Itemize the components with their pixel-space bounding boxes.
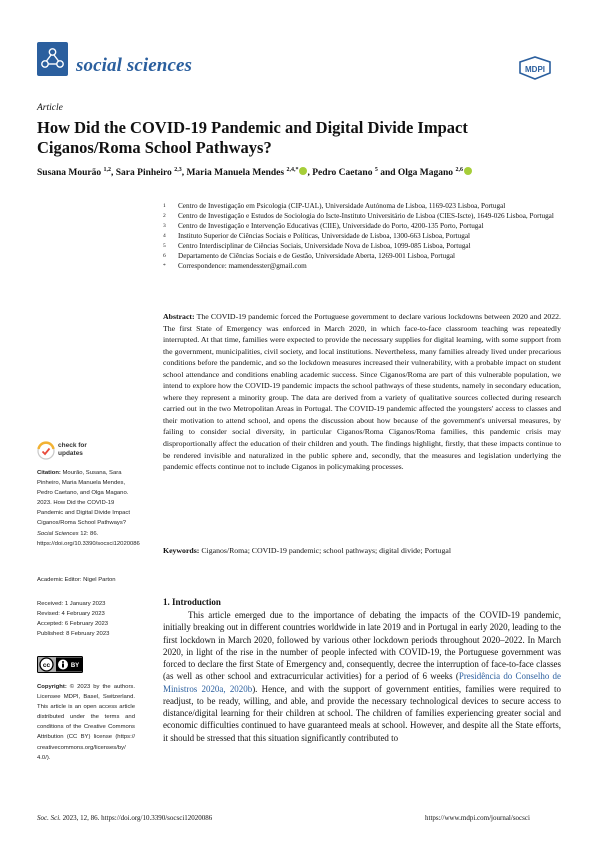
publication-dates — [37, 600, 109, 640]
author-name: Maria Manuela Mendes — [186, 168, 287, 179]
date-revised: Revised: 4 February 2023 — [37, 610, 105, 617]
author-name: Sara Pinheiro — [115, 168, 175, 179]
check-updates-icon — [37, 441, 55, 461]
author-separator: , — [181, 168, 187, 179]
affiliation-item — [163, 251, 563, 261]
citation-doi[interactable]: 12: 86. https://doi.org/10.3390/socsci12020086 — [37, 530, 140, 547]
author-name: Pedro Caetano — [312, 168, 375, 179]
journal-name: social sciences — [76, 55, 193, 76]
journal-logo-icon — [37, 42, 68, 76]
check-for-updates-button[interactable] — [37, 441, 97, 465]
article-type: Article — [37, 103, 63, 113]
affiliation-item — [163, 221, 563, 231]
author-name: Olga Magano — [397, 168, 456, 179]
intro-text-part2: ). Hence, and with the support of government entities, families were required to readjust, to be ready, willing, and able, and provide the necessary technological devices to secure access to distance/digital learning for their children at school. The children of families experiencing greater social and economic difficulties continued to have guaranteed meals at school. However, and despite all the State efforts, it should be stressed that this situation significantly contributed to — [163, 683, 562, 743]
reference-link[interactable]: Presidência do Conselho de Ministros 2020a, 2020b — [163, 671, 561, 694]
footer-citation — [37, 814, 212, 822]
citation-journal: Social Sciences — [37, 530, 79, 537]
affiliation-text: Centro Interdisciplinar de Ciências Sociais, Universidade Nova de Lisboa, 1099-085 Lisboa, Portugal — [178, 242, 471, 250]
orcid-icon[interactable] — [464, 167, 472, 175]
keywords — [163, 545, 561, 556]
publisher-name: MDPI — [525, 65, 545, 74]
footer-journal-url[interactable]: https://www.mdpi.com/journal/socsci — [425, 814, 530, 822]
keywords-text: Ciganos/Roma; COVID-19 pandemic; school pathways; digital divide; Portugal — [201, 546, 452, 555]
affiliation-number: 6 — [163, 253, 166, 259]
affiliation-text: Centro de Investigação e Intervenção Educativas (CIIE), Universidade do Porto, 4200-135 Porto, Portugal — [178, 222, 484, 230]
affiliation-number: 2 — [163, 213, 166, 219]
affiliation-text: Centro de Investigação em Psicologia (CIP-UAL), Universidade Autónoma de Lisboa, 1169-023 Lisboa, Portugal — [178, 202, 506, 210]
copyright-text: © 2023 by the authors. Licensee MDPI, Basel, Switzerland. This article is an open access article distributed under the terms and conditions of the Creative Commons Attribution (CC BY) license (https:// creativecommons.org/licenses/by/ 4.0/). — [37, 684, 135, 761]
abstract — [163, 311, 561, 473]
intro-text-part1: This article emerged due to the importance of debating the impacts of the COVID-19 pandemic, initially breaking out in different countries worldwide in late 2019 and in Portugal in early 2020, leading to the first lockdown in March 2020, followed by various other lockdown periods throughout 2020–2022. In March 2020, in light of the rise in the number of people infected with COVID-19, the Portuguese government was forced to declare the first State of Emergency and, consequently, decree the interruption of face-to-face classes (as well as other school and extracurricular activities) for a period of 6 weeks ( — [163, 610, 561, 682]
svg-text:BY: BY — [70, 663, 80, 669]
introduction-paragraph — [163, 609, 561, 744]
affiliation-number: 4 — [163, 233, 166, 239]
author-name: Susana Mourão — [37, 168, 104, 179]
author-affiliation-marker: 2,6 — [455, 167, 463, 173]
author-affiliation-marker: 5 — [374, 167, 378, 173]
author-list — [37, 167, 577, 178]
affiliation-number: * — [163, 263, 166, 269]
affiliation-number: 3 — [163, 223, 166, 229]
section-heading-introduction: 1. Introduction — [163, 597, 221, 607]
author-affiliation-marker: 1,2 — [103, 167, 112, 173]
affiliation-number: 5 — [163, 243, 166, 249]
copyright-label: Copyright: — [37, 684, 67, 690]
affiliation-item — [163, 241, 563, 251]
affiliation-item — [163, 261, 563, 271]
affiliation-text: Centro de Investigação e Estudos de Sociologia do Iscte-Instituto Universitário de Lisboa (CIES-Iscte), 1649-026 Lisboa, Portugal — [178, 212, 554, 220]
date-accepted: Accepted: 6 February 2023 — [37, 620, 109, 627]
keywords-label: Keywords: — [163, 546, 200, 555]
abstract-label: Abstract: — [163, 312, 195, 321]
check-updates-line2: updates — [58, 450, 83, 457]
affiliation-item — [163, 231, 563, 241]
affiliation-text: Instituto Superior de Ciências Sociais e Políticas, Universidade de Lisboa, 1300-663 Lisboa, Portugal — [178, 232, 471, 240]
author-affiliation-marker: 2,3 — [174, 167, 182, 173]
footer-doi[interactable]: 2023, 12, 86. https://doi.org/10.3390/socsci12020086 — [62, 814, 213, 822]
cc-by-license-icon[interactable] — [37, 656, 83, 673]
citation-block — [37, 468, 140, 549]
affiliation-text: Departamento de Ciências Sociais e de Gestão, Universidade Aberta, 1269-001 Lisboa, Portugal — [178, 252, 456, 260]
date-published: Published: 8 February 2023 — [37, 630, 110, 637]
citation-text: Mourão, Susana, Sara Pinheiro, Maria Manuela Mendes, Pedro Caetano, and Olga Magano. 2023. How Did the COVID-19 Pandemic and Digital Divide Impact Ciganos/Roma School Pathways? — [37, 470, 130, 527]
author-separator: and — [377, 168, 398, 179]
copyright-notice — [37, 682, 135, 763]
footer-journal-abbr: Soc. Sci. — [37, 814, 61, 822]
citation-label: Citation: — [37, 470, 61, 476]
author-affiliation-marker: 2,4,* — [286, 167, 299, 173]
affiliation-number: 1 — [163, 203, 166, 209]
affiliation-text: Correspondence: mamendesster@gmail.com — [178, 262, 307, 270]
paper-title: How Did the COVID-19 Pandemic and Digital Divide Impact Ciganos/Roma School Pathways? — [37, 118, 468, 157]
author-separator: , — [111, 168, 116, 179]
affiliations — [163, 201, 563, 271]
affiliation-item — [163, 211, 563, 221]
affiliation-item — [163, 201, 563, 211]
svg-text:cc: cc — [42, 662, 51, 669]
abstract-text: The COVID-19 pandemic forced the Portuguese government to declare various lockdowns between 2020 and 2022. The first State of Emergency was enforced in March 2020, in which face-to-face classroom teaching was repeatedly interrupted. At that time, families were expected to provide the necessary supplies for digital learning, with some support from the government, municipalities, civil society, and local institutions. Nevertheless, many families already lived under precarious conditions before the pandemic, and so the lockdown measures increased their vulnerability, with a probable impact on student school attendance and conditions enabling academic success. Since Ciganos/Roma are part of this vulnerable population, we intend to explore how the COVID-19 pandemic impacts the school pathways of these students, namely in secondary education, where they represent a minority group. The data are derived from a variety of qualitative sources collected during research carried out in the two Metropolitan Areas in Portugal. The COVID-19 pandemic affected the youngsters' access to classes and their motivation to attend school, and opens the discussion about how because of the government's universal measures, by failing to consider social diversity, in particular Ciganos/Roma Ciganos/Roma families, this pandemic crisis may disproportionally affect the education of their children and youth. The findings highlight, firstly, that these impacts continue to be rendered invisible and naturalized in the public sphere and, secondly, that the measures and legislation underlying the pandemic effects continue not to include Ciganos in policymaking processes. — [163, 312, 561, 472]
check-updates-line1: check for — [58, 442, 87, 449]
publisher-logo[interactable] — [517, 56, 553, 80]
author-separator: , — [307, 168, 313, 179]
academic-editor: Academic Editor: Nigel Parton — [37, 577, 116, 583]
date-received: Received: 1 January 2023 — [37, 601, 106, 607]
